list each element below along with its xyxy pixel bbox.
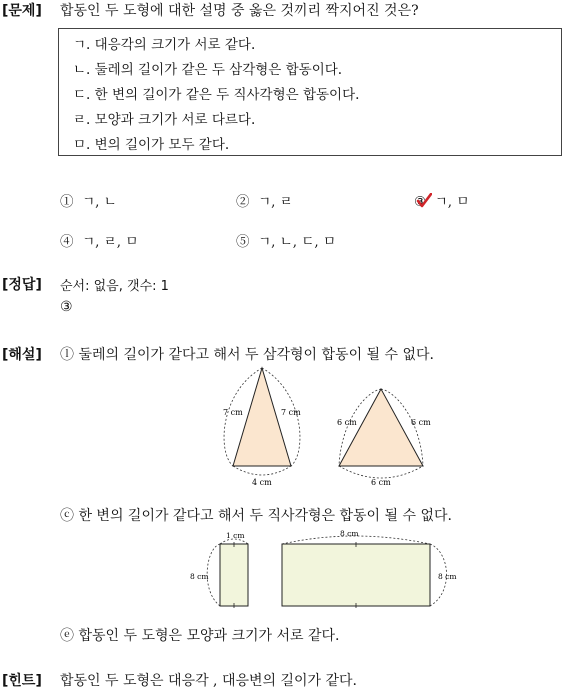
answer-meta: 순서: 없음, 갯수: 1	[60, 279, 169, 294]
statement-5: ㅁ. 변의 길이가 모두 같다.	[73, 137, 230, 153]
triangle-figure	[215, 362, 465, 492]
tri2-left-label: 6 cm	[337, 418, 357, 427]
checkmark-icon	[416, 193, 432, 209]
statement-2: ㄴ. 둘레의 길이가 같은 두 삼각형은 합동이다.	[73, 62, 343, 78]
option-4[interactable]	[60, 230, 138, 250]
option-1-number: ①	[60, 194, 74, 210]
hint-text: 합동인 두 도형은 대응각 , 대응변의 길이가 같다.	[60, 673, 358, 689]
statement-4: ㄹ. 모양과 크기가 서로 다르다.	[73, 112, 256, 128]
rectangle-figure	[188, 526, 464, 612]
rect1-side-label: 8 cm	[190, 572, 209, 581]
tri1-base-label: 4 cm	[252, 478, 272, 487]
option-3-text: ㄱ, ㅁ	[434, 194, 470, 210]
explanation-line-3: ⓔ 합동인 두 도형은 모양과 크기가 서로 같다.	[60, 628, 340, 644]
tri2-base-label: 6 cm	[371, 478, 391, 487]
rect1-top-label: 1 cm	[226, 531, 245, 540]
tri2-right-label: 6 cm	[411, 418, 431, 427]
option-2-number: ②	[236, 194, 250, 210]
explanation-line-1: ⓛ 둘레의 길이가 같다고 해서 두 삼각형이 합동이 될 수 없다.	[60, 347, 435, 363]
tri1-right-label: 7 cm	[281, 408, 301, 417]
hint-tag: [힌트]	[2, 673, 42, 689]
rectangle-1	[220, 544, 248, 606]
answer-value: ③	[60, 299, 73, 315]
option-4-number: ④	[60, 234, 74, 250]
option-4-text: ㄱ, ㄹ, ㅁ	[82, 234, 139, 250]
option-3[interactable]	[414, 190, 469, 210]
question-tag: [문제]	[2, 3, 42, 19]
option-5-text: ㄱ, ㄴ, ㄷ, ㅁ	[258, 234, 337, 250]
rect2-top-label: 8 cm	[340, 529, 359, 538]
statement-3: ㄷ. 한 변의 길이가 같은 두 직사각형은 합동이다.	[73, 87, 360, 103]
rectangle-2	[282, 544, 430, 606]
option-5[interactable]	[236, 230, 336, 250]
statement-box	[58, 28, 562, 156]
option-5-number: ⑤	[236, 234, 250, 250]
statement-1: ㄱ. 대응각의 크기가 서로 같다.	[73, 37, 256, 53]
option-2-text: ㄱ, ㄹ	[258, 194, 293, 210]
triangle-1	[233, 368, 291, 466]
explanation-line-2: ⓒ 한 변의 길이가 같다고 해서 두 직사각형은 합동이 될 수 없다.	[60, 508, 452, 524]
answer-tag: [정답]	[2, 277, 42, 293]
rect2-side-label: 8 cm	[438, 572, 457, 581]
explanation-tag: [해설]	[2, 347, 42, 363]
option-2[interactable]	[236, 190, 293, 210]
triangle-2	[339, 389, 423, 466]
tri1-left-label: 7 cm	[223, 408, 243, 417]
option-1-text: ㄱ, ㄴ	[82, 194, 117, 210]
question-text: 합동인 두 도형에 대한 설명 중 옳은 것끼리 짝지어진 것은?	[60, 3, 419, 19]
option-3-number: ③	[414, 194, 427, 210]
option-1[interactable]	[60, 190, 117, 210]
